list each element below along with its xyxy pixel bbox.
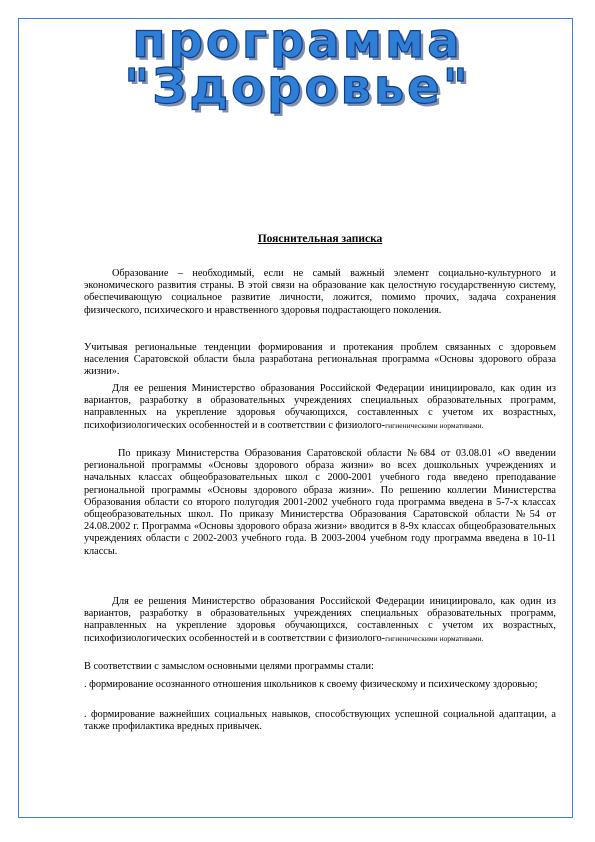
title-line-2: "Здоровье" (124, 59, 471, 115)
paragraph-order: По приказу Министерства Образования Саратовской области №684 от 03.08.01 «О введении региональной программы «Основы здорового образа жизни» во всех дошкольных учреждениях и начальных классах общеобразовательных школ с 2000-2001 учебного года введено преподавание региональной программы «Основы здорового образа жизни». По решению коллегии Министерства Образования области со второго полугодия 2001-2002 учебного года программа введена в 5-7-х классах общеобразовательных школ. По приказу Министерства Образования Саратовской области №54 от 24.08.2002 г. Программа «Основы здорового образа жизни» вводится в 8-9х классах общеобразовательных учреждениях области с 2002-2003 учебного года. В 2003-2004 учебном году программа введена в 10-11 классы. (84, 448, 556, 557)
paragraph-ministry-2: Для ее решения Министерство образования Российской Федерации инициировало, как один из вариантов, разработку в образовательных учреждениях специальных образовательных программ, направленных на укрепление здоровья обучающихся, составленных с учетом их возрастных, психофизиологических особенностей и в соответствии с физиолого-гигиеническими нормативами. (84, 596, 556, 644)
paragraph-ministry-1: Для ее решения Министерство образования Российской Федерации инициировало, как один из вариантов, разработку в образовательных учреждениях специальных образовательных программ, направленных на укрепление здоровья обучающихся, составленных с учетом их возрастных, психофизиологических особенностей и в соответствии с физиолого-гигиеническими нормативами. (84, 383, 556, 431)
paragraph-regional: Учитывая региональные тенденции формирования и протекания проблем связанных с здоровьем населения Саратовской области была разработана региональная программа «Основы здорового образа жизни». (84, 342, 556, 378)
paragraph-intro: Образование – необходимый, если не самый важный элемент социально-культурного и экономического развития страны. В этой связи на образование как целостную государственную систему, обеспечивающую социальное развитие личности, ложится, помимо прочих, задача сохранения физического, психического и нравственного здоровья подрастающего поколения. (84, 268, 556, 316)
title-line-1: программа (132, 13, 463, 69)
title-wordart (0, 13, 595, 115)
paragraph-goals-intro: В соответствии с замыслом основными целями программы стали: (84, 661, 374, 672)
list-item-goal-1: . формирование осознанного отношения школьников к своему физическому и психическому здоровью; (84, 679, 538, 690)
document-heading: Пояснительная записка (257, 233, 383, 245)
list-item-goal-2: . формирование важнейших социальных навыков, способствующих успешной социальной адаптации, а также профилактика вредных привычек. (84, 709, 556, 733)
small-text-tail: гигиеническими нормативами. (385, 420, 484, 430)
small-text-tail: гигиеническими нормативами. (385, 633, 484, 643)
